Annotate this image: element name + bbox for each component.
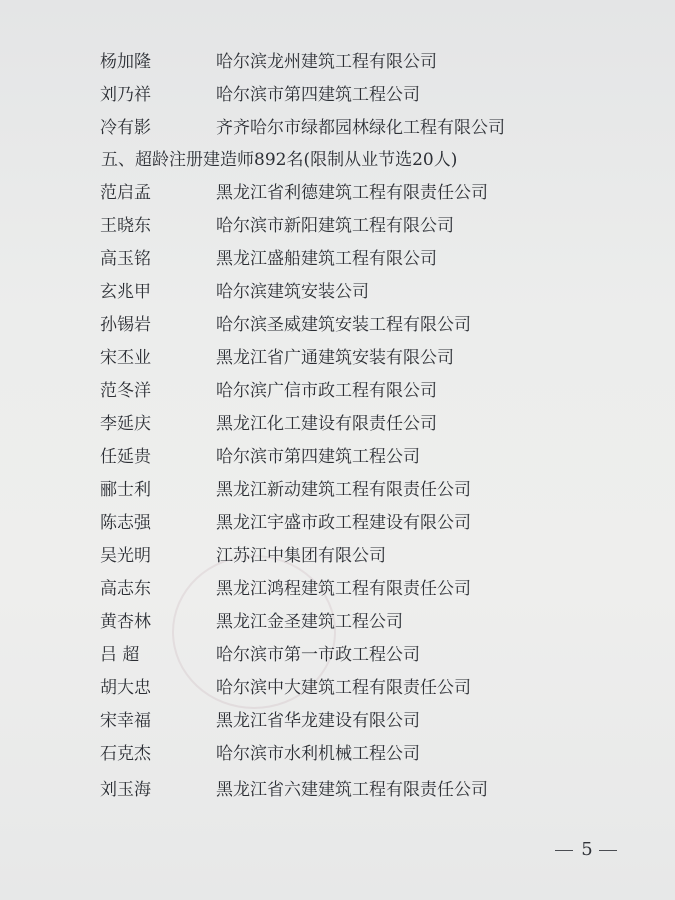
list-item	[0, 739, 675, 769]
person-name: 吴光明	[100, 546, 151, 566]
list-item	[0, 607, 675, 637]
list-item	[0, 211, 675, 241]
section-heading: 五、超龄注册建造师892名(限制从业节选20人)	[101, 150, 458, 170]
page-footer	[555, 835, 635, 865]
company-name: 黑龙江金圣建筑工程公司	[216, 612, 403, 632]
person-name: 王晓东	[100, 216, 151, 236]
company-name: 齐齐哈尔市绿都园林绿化工程有限公司	[216, 118, 505, 138]
company-name: 黑龙江宇盛市政工程建设有限公司	[216, 513, 471, 533]
person-name: 刘玉海	[100, 780, 151, 800]
person-name: 孙锡岩	[100, 315, 151, 335]
person-name: 任延贵	[100, 447, 151, 467]
list-item	[0, 376, 675, 406]
person-name: 玄兆甲	[100, 282, 151, 302]
list-item	[0, 442, 675, 472]
person-name: 黄杏林	[100, 612, 151, 632]
company-name: 哈尔滨中大建筑工程有限责任公司	[216, 678, 471, 698]
company-name: 哈尔滨建筑安装公司	[216, 282, 369, 302]
list-item	[0, 508, 675, 538]
person-name: 郦士利	[100, 480, 151, 500]
person-name: 范启孟	[100, 183, 151, 203]
list-item	[0, 475, 675, 505]
footer-right-dash	[599, 850, 617, 851]
person-name: 范冬洋	[100, 381, 151, 401]
company-name: 黑龙江省广通建筑安装有限公司	[216, 348, 454, 368]
company-name: 哈尔滨市第四建筑工程公司	[216, 447, 420, 467]
list-item	[0, 706, 675, 736]
company-name: 江苏江中集团有限公司	[216, 546, 386, 566]
list-item	[0, 47, 675, 77]
person-name: 李延庆	[100, 414, 151, 434]
list-item	[0, 244, 675, 274]
list-item	[0, 310, 675, 340]
company-name: 黑龙江新动建筑工程有限责任公司	[216, 480, 471, 500]
company-name: 哈尔滨圣威建筑安装工程有限公司	[216, 315, 471, 335]
person-name: 冷有影	[100, 118, 151, 138]
list-item	[0, 409, 675, 439]
company-name: 哈尔滨龙州建筑工程有限公司	[216, 52, 437, 72]
company-name: 黑龙江省华龙建设有限公司	[216, 711, 420, 731]
person-name: 高玉铭	[100, 249, 151, 269]
person-name: 吕 超	[100, 645, 140, 665]
company-name: 黑龙江盛船建筑工程有限公司	[216, 249, 437, 269]
person-name: 高志东	[100, 579, 151, 599]
company-name: 黑龙江省利德建筑工程有限责任公司	[216, 183, 488, 203]
person-name: 胡大忠	[100, 678, 151, 698]
company-name: 黑龙江化工建设有限责任公司	[216, 414, 437, 434]
list-item	[0, 80, 675, 110]
list-item	[0, 574, 675, 604]
footer-left-dash	[555, 850, 573, 851]
company-name: 黑龙江鸿程建筑工程有限责任公司	[216, 579, 471, 599]
list-item	[0, 343, 675, 373]
company-name: 黑龙江省六建建筑工程有限责任公司	[216, 780, 488, 800]
company-name: 哈尔滨市水利机械工程公司	[216, 744, 420, 764]
list-item	[0, 640, 675, 670]
page-number: 5	[581, 839, 593, 860]
company-name: 哈尔滨市第一市政工程公司	[216, 645, 420, 665]
list-item	[0, 113, 675, 143]
person-name: 陈志强	[100, 513, 151, 533]
list-item	[0, 775, 675, 805]
list-item	[0, 541, 675, 571]
company-name: 哈尔滨市第四建筑工程公司	[216, 85, 420, 105]
person-name: 杨加隆	[100, 52, 151, 72]
list-item	[0, 178, 675, 208]
list-item	[0, 673, 675, 703]
list-item	[0, 277, 675, 307]
person-name: 刘乃祥	[100, 85, 151, 105]
person-name: 宋幸福	[100, 711, 151, 731]
person-name: 石克杰	[100, 744, 151, 764]
company-name: 哈尔滨广信市政工程有限公司	[216, 381, 437, 401]
company-name: 哈尔滨市新阳建筑工程有限公司	[216, 216, 454, 236]
person-name: 宋丕业	[100, 348, 151, 368]
